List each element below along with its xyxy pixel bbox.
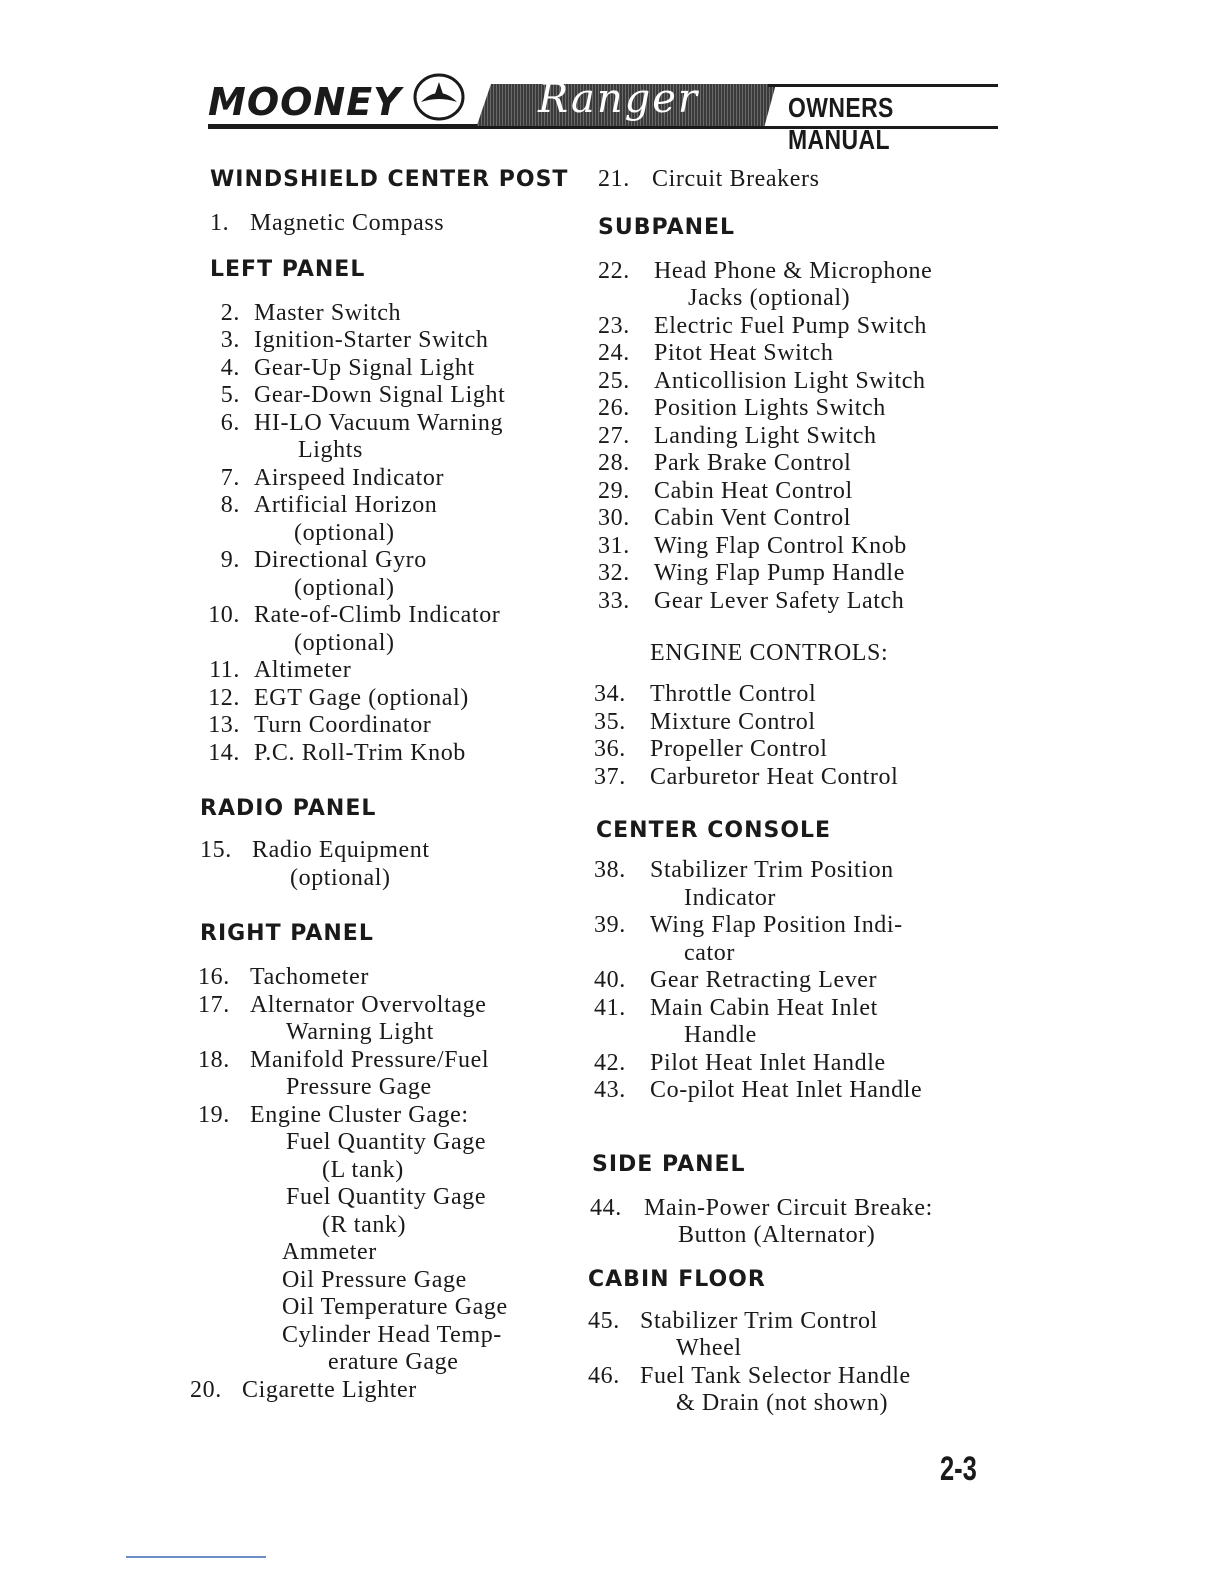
model-name: Ranger	[538, 76, 700, 122]
header-top-rule	[768, 84, 998, 87]
cabin-floor-list	[588, 1308, 988, 1418]
list-item-continuation: Wheel	[676, 1335, 742, 1361]
list-item: 2. Master Switch	[220, 299, 402, 326]
list-item-continuation: Handle	[684, 1022, 757, 1048]
section-heading-center-console: CENTER CONSOLE	[596, 818, 832, 843]
list-item: 18. Manifold Pressure/Fuel	[198, 1046, 490, 1073]
list-item: 30. Cabin Vent Control	[598, 505, 852, 531]
list-item: 11. Altimeter	[209, 657, 352, 683]
list-item: 24. Pitot Heat Switch	[598, 340, 834, 366]
page-number: 2-3	[940, 1450, 977, 1488]
right-panel-list	[190, 964, 576, 1404]
list-item: 40. Gear Retracting Lever	[594, 967, 878, 993]
cluster-gage-item: Oil Pressure Gage	[282, 1266, 467, 1293]
list-item: 4. Gear-Up Signal Light	[220, 354, 475, 381]
list-item: 16. Tachometer	[198, 964, 369, 990]
list-item: 32. Wing Flap Pump Handle	[598, 560, 905, 586]
left-column	[190, 166, 576, 1404]
list-item: 45. Stabilizer Trim Control	[588, 1307, 878, 1334]
list-item: 43. Co-pilot Heat Inlet Handle	[594, 1077, 923, 1103]
list-item: 14. P.C. Roll-Trim Knob	[208, 739, 466, 766]
list-item: 39. Wing Flap Position Indi-	[594, 912, 903, 938]
list-item-continuation: (optional)	[294, 629, 395, 656]
list-item-continuation: (optional)	[294, 574, 395, 601]
cluster-gage-item: Fuel Quantity Gage	[286, 1129, 487, 1155]
list-item: 12. EGT Gage (optional)	[208, 684, 469, 711]
section-heading-right-panel: RIGHT PANEL	[200, 921, 374, 946]
list-item-continuation: Jacks (optional)	[688, 285, 851, 311]
list-item-continuation: Pressure Gage	[286, 1074, 432, 1100]
list-item: 1. Magnetic Compass	[210, 210, 445, 236]
list-item: 19. Engine Cluster Gage:	[198, 1101, 469, 1128]
list-item: 9. Directional Gyro	[220, 547, 427, 573]
list-item-continuation: Button (Alternator)	[678, 1222, 876, 1248]
list-item: 17. Alternator Overvoltage	[198, 991, 487, 1018]
radio-panel-list	[200, 837, 576, 892]
list-item: 46. Fuel Tank Selector Handle	[588, 1362, 911, 1389]
list-item-continuation: Warning Light	[286, 1019, 434, 1045]
left-panel-list	[202, 300, 576, 768]
cluster-gage-item: Fuel Quantity Gage	[286, 1184, 487, 1210]
list-item: 29. Cabin Heat Control	[598, 477, 853, 504]
list-item: 34. Throttle Control	[594, 681, 817, 707]
section-heading-radio-panel: RADIO PANEL	[200, 796, 377, 821]
footer-rule	[126, 1556, 266, 1558]
engine-controls-list	[594, 681, 988, 791]
list-item-continuation: Indicator	[684, 884, 777, 911]
list-item: 6. HI-LO Vacuum Warning	[220, 409, 504, 436]
list-item: 44. Main-Power Circuit Breake:	[590, 1194, 933, 1221]
side-panel-list	[590, 1195, 988, 1250]
list-item: 3. Ignition-Starter Switch	[220, 327, 489, 353]
cluster-gage-continuation: (R tank)	[322, 1211, 407, 1238]
list-item: 7. Airspeed Indicator	[220, 464, 445, 491]
cluster-gage-item: Ammeter	[282, 1239, 377, 1265]
list-item: 20. Cigarette Lighter	[190, 1376, 417, 1403]
list-item: 35. Mixture Control	[594, 708, 816, 735]
list-item: 41. Main Cabin Heat Inlet	[594, 994, 878, 1021]
section-heading-left-panel: LEFT PANEL	[210, 256, 366, 282]
list-item: 13. Turn Coordinator	[208, 712, 432, 738]
cluster-gage-item: Cylinder Head Temp-	[282, 1321, 502, 1348]
list-item: 25. Anticollision Light Switch	[598, 367, 926, 394]
list-item: 36. Propeller Control	[594, 736, 828, 762]
list-item: 23. Electric Fuel Pump Switch	[598, 312, 927, 339]
right-column	[588, 166, 988, 1418]
brand-name: MOONEY	[208, 80, 402, 124]
list-item-continuation: (optional)	[290, 864, 391, 891]
manual-header	[208, 62, 998, 155]
manual-title: OWNERS MANUAL	[788, 92, 894, 155]
section-heading-cabin-floor: CABIN FLOOR	[588, 1266, 766, 1292]
list-item: 22. Head Phone & Microphone	[598, 257, 933, 284]
section-heading-engine-controls: ENGINE CONTROLS:	[650, 640, 889, 666]
section-heading-windshield: WINDSHIELD CENTER POST	[210, 167, 569, 192]
section-heading-side-panel: SIDE PANEL	[592, 1151, 746, 1177]
list-item: 26. Position Lights Switch	[598, 395, 886, 421]
subpanel-list	[598, 258, 988, 616]
list-item: 33. Gear Lever Safety Latch	[598, 587, 905, 614]
list-item: 27. Landing Light Switch	[598, 422, 877, 449]
section-heading-subpanel: SUBPANEL	[598, 214, 736, 240]
mooney-logo-icon	[411, 72, 467, 122]
list-item: 21. Circuit Breakers	[598, 166, 820, 192]
center-console-list	[594, 857, 988, 1105]
list-item: 5. Gear-Down Signal Light	[220, 382, 506, 408]
list-item: 28. Park Brake Control	[598, 450, 852, 476]
list-item: 38. Stabilizer Trim Position	[594, 857, 894, 883]
list-item: 10. Rate-of-Climb Indicator	[208, 602, 501, 628]
list-item: 42. Pilot Heat Inlet Handle	[594, 1049, 886, 1076]
list-item: 37. Carburetor Heat Control	[594, 763, 899, 790]
list-item-continuation: & Drain (not shown)	[676, 1390, 889, 1416]
list-item-continuation: (optional)	[294, 519, 395, 546]
list-item: 15. Radio Equipment	[200, 837, 430, 863]
list-item: 31. Wing Flap Control Knob	[598, 532, 907, 559]
cluster-gage-continuation: erature Gage	[328, 1349, 459, 1375]
list-item: 8. Artificial Horizon	[220, 492, 438, 518]
list-item-continuation: cator	[684, 939, 735, 966]
list-item-continuation: Lights	[298, 437, 363, 463]
cluster-gage-item: Oil Temperature Gage	[282, 1294, 508, 1320]
cluster-gage-continuation: (L tank)	[322, 1156, 404, 1183]
